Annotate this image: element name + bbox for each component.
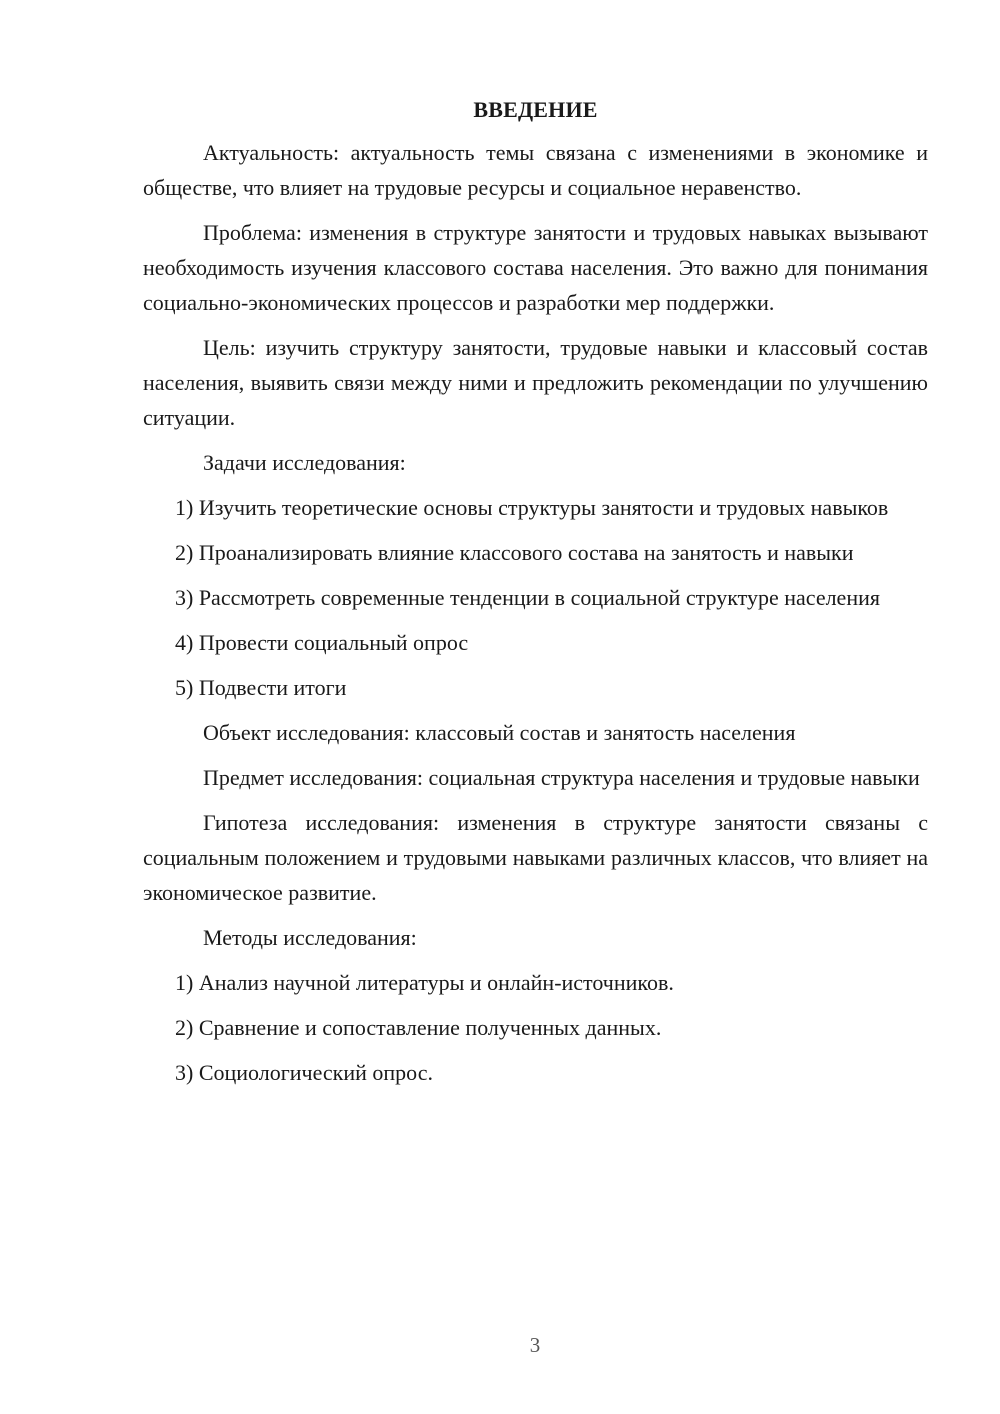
goal-paragraph: Цель: изучить структуру занятости, трудовые навыки и классовый состав населения, выявить связи между ними и предложить рекомендации по улучшению ситуации. <box>143 335 928 430</box>
method-item: 2) Сравнение и сопоставление полученных данных. <box>175 1015 662 1040</box>
task-item: 1) Изучить теоретические основы структуры занятости и трудовых навыков <box>175 495 889 520</box>
tasks-list <box>143 490 928 705</box>
subject-paragraph: Предмет исследования: социальная структура населения и трудовые навыки <box>203 765 920 790</box>
methods-heading: Методы исследования: <box>203 925 417 950</box>
object-paragraph: Объект исследования: классовый состав и занятость населения <box>203 720 796 745</box>
relevance-paragraph: Актуальность: актуальность темы связана с изменениями в экономике и обществе, что влияет на трудовые ресурсы и социальное неравенство. <box>143 140 928 200</box>
document-page <box>143 92 928 1100</box>
method-item: 3) Социологический опрос. <box>175 1060 433 1085</box>
task-item: 3) Рассмотреть современные тенденции в социальной структуре населения <box>175 585 880 610</box>
problem-paragraph: Проблема: изменения в структуре занятости и трудовых навыках вызывают необходимость изучения классового состава населения. Это важно для понимания социально-экономических процессов и разработки мер поддержки. <box>143 220 928 315</box>
page-number: 3 <box>529 1333 541 1357</box>
task-item: 5) Подвести итоги <box>175 675 347 700</box>
tasks-heading: Задачи исследования: <box>203 450 406 475</box>
section-title: ВВЕДЕНИЕ <box>473 97 598 122</box>
hypothesis-paragraph: Гипотеза исследования: изменения в структуре занятости связаны с социальным положением и трудовыми навыками различных классов, что влияет на экономическое развитие. <box>143 810 928 905</box>
task-item: 2) Проанализировать влияние классового состава на занятость и навыки <box>175 540 854 565</box>
task-item: 4) Провести социальный опрос <box>175 630 469 655</box>
methods-list <box>143 965 928 1090</box>
method-item: 1) Анализ научной литературы и онлайн-источников. <box>175 970 674 995</box>
